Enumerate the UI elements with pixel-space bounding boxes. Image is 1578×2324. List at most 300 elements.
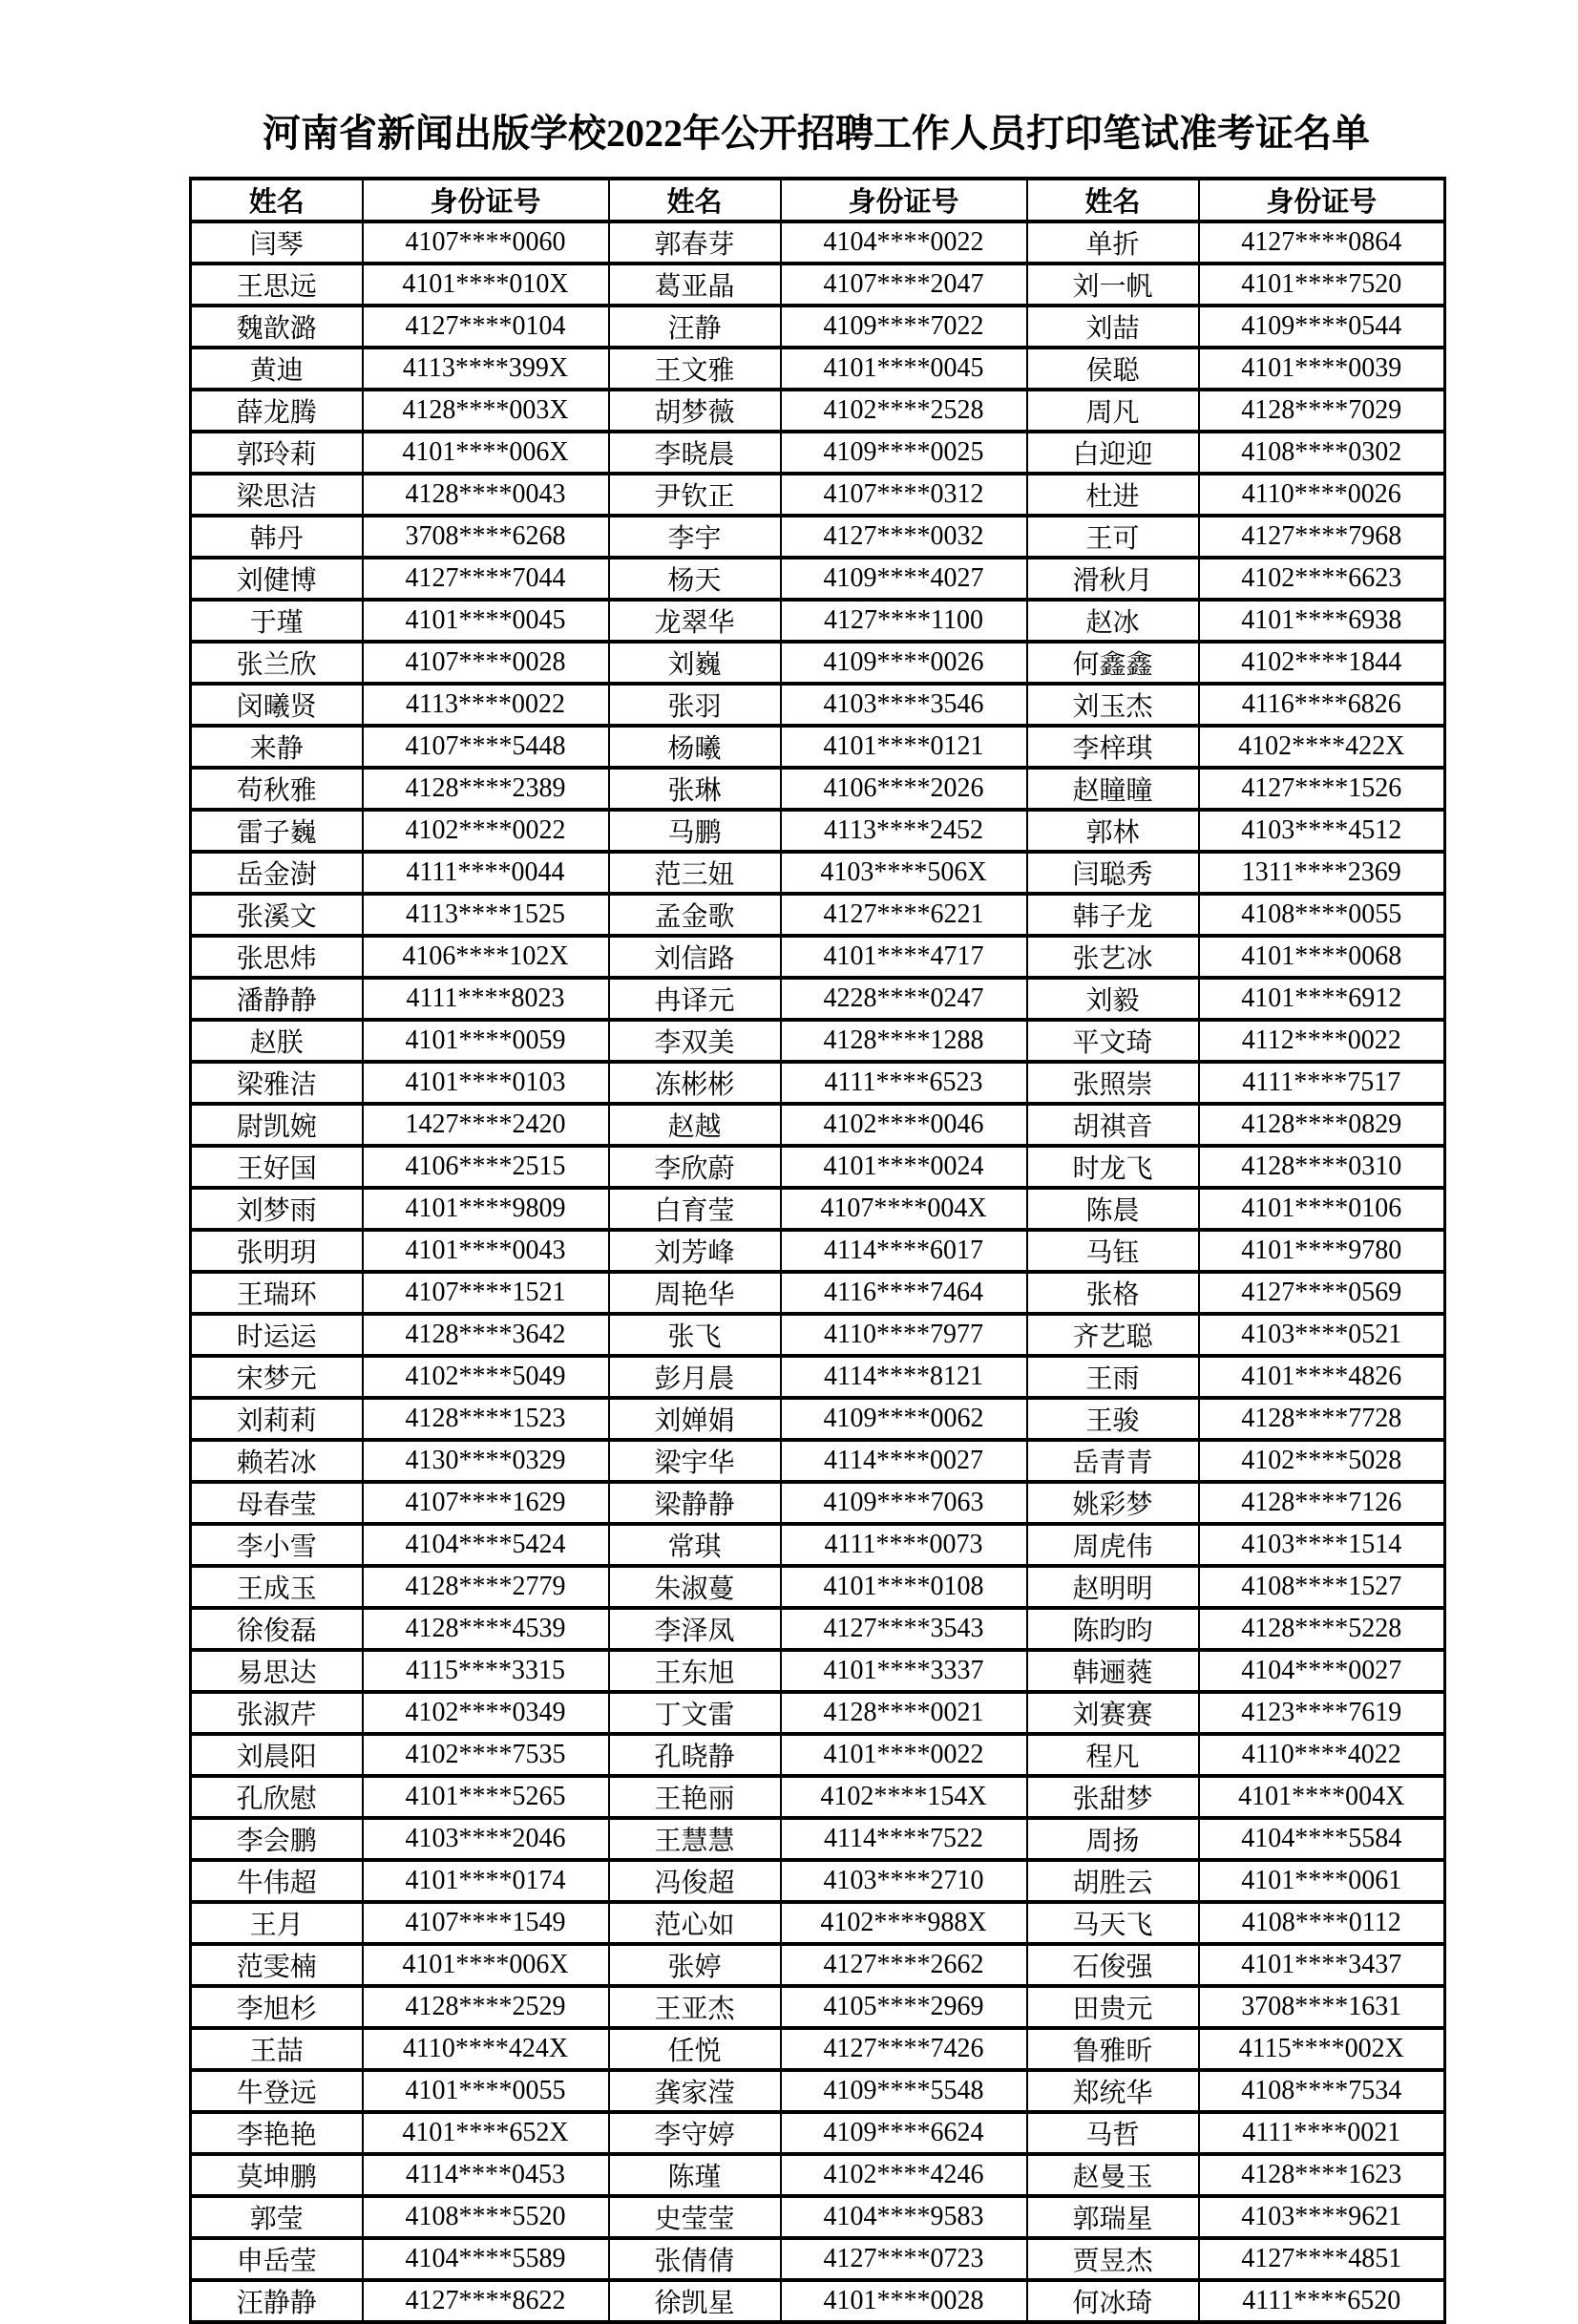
table-row <box>191 768 1445 810</box>
table-row <box>191 978 1445 1020</box>
id-cell: 4102****988X <box>781 1902 1027 1944</box>
id-cell: 4127****7044 <box>363 558 609 600</box>
id-cell: 4101****0022 <box>781 1734 1027 1776</box>
table-row <box>191 2028 1445 2070</box>
id-cell: 4107****004X <box>781 1188 1027 1230</box>
name-cell: 冯俊超 <box>609 1860 781 1902</box>
name-cell: 孔晓静 <box>609 1734 781 1776</box>
table-row <box>191 348 1445 390</box>
id-cell: 4106****2515 <box>363 1146 609 1188</box>
table-row <box>191 2238 1445 2280</box>
id-cell: 4101****4717 <box>781 936 1027 978</box>
name-cell: 赵越 <box>609 1104 781 1146</box>
id-cell: 4128****7126 <box>1199 1482 1445 1524</box>
id-cell: 4111****0044 <box>363 852 609 894</box>
table-row <box>191 642 1445 684</box>
header-cell-id: 身份证号 <box>781 179 1027 222</box>
table-row <box>191 1188 1445 1230</box>
id-cell: 4101****006X <box>363 1944 609 1986</box>
name-cell: 牛伟超 <box>191 1860 363 1902</box>
name-cell: 平文琦 <box>1027 1020 1199 1062</box>
id-cell: 4104****5584 <box>1199 1818 1445 1860</box>
id-cell: 4111****8023 <box>363 978 609 1020</box>
name-cell: 丁文雷 <box>609 1692 781 1734</box>
id-cell: 4102****0046 <box>781 1104 1027 1146</box>
id-cell: 4101****0045 <box>363 600 609 642</box>
name-cell: 梁思洁 <box>191 474 363 516</box>
id-cell: 4109****0025 <box>781 432 1027 474</box>
name-cell: 潘静静 <box>191 978 363 1020</box>
name-cell: 李宇 <box>609 516 781 558</box>
name-cell: 胡祺音 <box>1027 1104 1199 1146</box>
table-row <box>191 1776 1445 1818</box>
id-cell: 3708****6268 <box>363 516 609 558</box>
header-cell-id: 身份证号 <box>1199 179 1445 222</box>
id-cell: 4102****5028 <box>1199 1440 1445 1482</box>
name-cell: 史莹莹 <box>609 2196 781 2238</box>
name-cell: 莫坤鹏 <box>191 2154 363 2196</box>
name-cell: 郭春芽 <box>609 222 781 264</box>
name-cell: 白迎迎 <box>1027 432 1199 474</box>
name-cell: 郭林 <box>1027 810 1199 852</box>
id-cell: 4107****1549 <box>363 1902 609 1944</box>
table-row <box>191 2070 1445 2112</box>
id-cell: 4102****4246 <box>781 2154 1027 2196</box>
id-cell: 4111****0073 <box>781 1524 1027 1566</box>
name-cell: 王雨 <box>1027 1356 1199 1398</box>
name-cell: 胡胜云 <box>1027 1860 1199 1902</box>
id-cell: 4106****2026 <box>781 768 1027 810</box>
name-cell: 王骏 <box>1027 1398 1199 1440</box>
id-cell: 4114****0453 <box>363 2154 609 2196</box>
name-cell: 常琪 <box>609 1524 781 1566</box>
name-cell: 刘婵娟 <box>609 1398 781 1440</box>
id-cell: 4128****7728 <box>1199 1398 1445 1440</box>
name-cell: 雷子巍 <box>191 810 363 852</box>
id-cell: 4101****0045 <box>781 348 1027 390</box>
name-cell: 刘梦雨 <box>191 1188 363 1230</box>
id-cell: 4109****4027 <box>781 558 1027 600</box>
name-cell: 程凡 <box>1027 1734 1199 1776</box>
id-cell: 4128****2779 <box>363 1566 609 1608</box>
id-cell: 4108****0112 <box>1199 1902 1445 1944</box>
id-cell: 4107****0312 <box>781 474 1027 516</box>
table-row <box>191 1020 1445 1062</box>
name-cell: 单折 <box>1027 222 1199 264</box>
id-cell: 4101****006X <box>363 432 609 474</box>
table-row <box>191 852 1445 894</box>
id-cell: 4127****4851 <box>1199 2238 1445 2280</box>
name-cell: 岳金澍 <box>191 852 363 894</box>
id-cell: 4128****2529 <box>363 1986 609 2028</box>
name-cell: 宋梦元 <box>191 1356 363 1398</box>
name-cell: 龚家滢 <box>609 2070 781 2112</box>
id-cell: 4115****002X <box>1199 2028 1445 2070</box>
name-cell: 刘玉杰 <box>1027 684 1199 726</box>
name-cell: 郑统华 <box>1027 2070 1199 2112</box>
name-cell: 侯聪 <box>1027 348 1199 390</box>
id-cell: 4109****7022 <box>781 306 1027 348</box>
name-cell: 赵瞳瞳 <box>1027 768 1199 810</box>
name-cell: 陈瑾 <box>609 2154 781 2196</box>
id-cell: 4128****0043 <box>363 474 609 516</box>
id-cell: 4101****0043 <box>363 1230 609 1272</box>
id-cell: 4102****0349 <box>363 1692 609 1734</box>
name-cell: 李晓晨 <box>609 432 781 474</box>
name-cell: 周虎伟 <box>1027 1524 1199 1566</box>
name-cell: 黄迪 <box>191 348 363 390</box>
name-cell: 刘喆 <box>1027 306 1199 348</box>
id-cell: 4111****6523 <box>781 1062 1027 1104</box>
table-row <box>191 1482 1445 1524</box>
name-cell: 白育莹 <box>609 1188 781 1230</box>
id-cell: 4127****0569 <box>1199 1272 1445 1314</box>
name-cell: 冻彬彬 <box>609 1062 781 1104</box>
id-cell: 4113****0022 <box>363 684 609 726</box>
name-cell: 刘健博 <box>191 558 363 600</box>
id-cell: 4101****0061 <box>1199 1860 1445 1902</box>
id-cell: 4101****6938 <box>1199 600 1445 642</box>
name-cell: 梁静静 <box>609 1482 781 1524</box>
table-row <box>191 1692 1445 1734</box>
name-cell: 王喆 <box>191 2028 363 2070</box>
name-cell: 王亚杰 <box>609 1986 781 2028</box>
header-cell-id: 身份证号 <box>363 179 609 222</box>
name-cell: 闫琴 <box>191 222 363 264</box>
name-cell: 赵曼玉 <box>1027 2154 1199 2196</box>
id-cell: 4128****3642 <box>363 1314 609 1356</box>
name-cell: 王慧慧 <box>609 1818 781 1860</box>
table-row <box>191 1986 1445 2028</box>
id-cell: 4101****0039 <box>1199 348 1445 390</box>
name-cell: 王可 <box>1027 516 1199 558</box>
id-cell: 4108****5520 <box>363 2196 609 2238</box>
name-cell: 张羽 <box>609 684 781 726</box>
id-cell: 4104****0027 <box>1199 1650 1445 1692</box>
name-cell: 尉凯婉 <box>191 1104 363 1146</box>
table-row <box>191 1860 1445 1902</box>
id-cell: 4101****9780 <box>1199 1230 1445 1272</box>
name-cell: 李会鹏 <box>191 1818 363 1860</box>
id-cell: 4101****0174 <box>363 1860 609 1902</box>
table-row <box>191 1734 1445 1776</box>
id-cell: 4101****0103 <box>363 1062 609 1104</box>
table-row <box>191 1944 1445 1986</box>
name-cell: 杨曦 <box>609 726 781 768</box>
name-cell: 刘毅 <box>1027 978 1199 1020</box>
name-cell: 母春莹 <box>191 1482 363 1524</box>
id-cell: 4228****0247 <box>781 978 1027 1020</box>
name-cell: 韩丹 <box>191 516 363 558</box>
name-cell: 石俊强 <box>1027 1944 1199 1986</box>
id-cell: 4127****0104 <box>363 306 609 348</box>
table-row <box>191 2280 1445 2322</box>
id-cell: 4107****1629 <box>363 1482 609 1524</box>
name-cell: 李守婷 <box>609 2112 781 2154</box>
id-cell: 4104****9583 <box>781 2196 1027 2238</box>
name-cell: 孔欣慰 <box>191 1776 363 1818</box>
id-cell: 4128****0829 <box>1199 1104 1445 1146</box>
name-cell: 范三妞 <box>609 852 781 894</box>
name-cell: 来静 <box>191 726 363 768</box>
name-cell: 葛亚晶 <box>609 264 781 306</box>
name-cell: 赵冰 <box>1027 600 1199 642</box>
table-row <box>191 1524 1445 1566</box>
id-cell: 4102****0022 <box>363 810 609 852</box>
id-cell: 4101****3437 <box>1199 1944 1445 1986</box>
name-cell: 赵朕 <box>191 1020 363 1062</box>
table-row <box>191 1650 1445 1692</box>
id-cell: 4101****010X <box>363 264 609 306</box>
name-cell: 王好国 <box>191 1146 363 1188</box>
id-cell: 4101****0108 <box>781 1566 1027 1608</box>
name-cell: 李艳艳 <box>191 2112 363 2154</box>
table-row <box>191 936 1445 978</box>
name-cell: 李旭杉 <box>191 1986 363 2028</box>
id-cell: 4103****9621 <box>1199 2196 1445 2238</box>
name-cell: 时龙飞 <box>1027 1146 1199 1188</box>
table-row <box>191 810 1445 852</box>
name-cell: 冉译元 <box>609 978 781 1020</box>
table-row <box>191 1902 1445 1944</box>
id-cell: 4127****8622 <box>363 2280 609 2322</box>
name-cell: 张飞 <box>609 1314 781 1356</box>
id-cell: 4127****1526 <box>1199 768 1445 810</box>
id-cell: 4128****2389 <box>363 768 609 810</box>
table-row <box>191 1314 1445 1356</box>
id-cell: 4102****5049 <box>363 1356 609 1398</box>
id-cell: 4128****1288 <box>781 1020 1027 1062</box>
name-cell: 刘晨阳 <box>191 1734 363 1776</box>
id-cell: 4127****3543 <box>781 1608 1027 1650</box>
name-cell: 范心如 <box>609 1902 781 1944</box>
id-cell: 4123****7619 <box>1199 1692 1445 1734</box>
id-cell: 4114****8121 <box>781 1356 1027 1398</box>
table-row <box>191 222 1445 264</box>
id-cell: 4101****9809 <box>363 1188 609 1230</box>
table-row <box>191 1146 1445 1188</box>
name-cell: 刘赛赛 <box>1027 1692 1199 1734</box>
name-cell: 胡梦薇 <box>609 390 781 432</box>
id-cell: 4116****7464 <box>781 1272 1027 1314</box>
name-cell: 苟秋雅 <box>191 768 363 810</box>
id-cell: 4127****6221 <box>781 894 1027 936</box>
table-row <box>191 1398 1445 1440</box>
id-cell: 4114****6017 <box>781 1230 1027 1272</box>
id-cell: 4114****0027 <box>781 1440 1027 1482</box>
id-cell: 4105****2969 <box>781 1986 1027 2028</box>
id-cell: 4111****7517 <box>1199 1062 1445 1104</box>
name-cell: 赖若冰 <box>191 1440 363 1482</box>
id-cell: 4111****0021 <box>1199 2112 1445 2154</box>
header-cell-name: 姓名 <box>1027 179 1199 222</box>
name-cell: 于瑾 <box>191 600 363 642</box>
id-cell: 4104****5589 <box>363 2238 609 2280</box>
admission-list-table <box>189 177 1446 2324</box>
name-cell: 张甜梦 <box>1027 1776 1199 1818</box>
id-cell: 4103****0521 <box>1199 1314 1445 1356</box>
name-cell: 王月 <box>191 1902 363 1944</box>
id-cell: 4101****7520 <box>1199 264 1445 306</box>
id-cell: 4107****2047 <box>781 264 1027 306</box>
id-cell: 4112****0022 <box>1199 1020 1445 1062</box>
id-cell: 4102****422X <box>1199 726 1445 768</box>
id-cell: 4103****4512 <box>1199 810 1445 852</box>
name-cell: 张思炜 <box>191 936 363 978</box>
table-row <box>191 894 1445 936</box>
name-cell: 孟金歌 <box>609 894 781 936</box>
id-cell: 4127****7968 <box>1199 516 1445 558</box>
table-row <box>191 2112 1445 2154</box>
name-cell: 王瑞环 <box>191 1272 363 1314</box>
name-cell: 梁雅洁 <box>191 1062 363 1104</box>
table-header <box>191 179 1445 222</box>
id-cell: 4101****0106 <box>1199 1188 1445 1230</box>
id-cell: 4101****0121 <box>781 726 1027 768</box>
table-row <box>191 1104 1445 1146</box>
id-cell: 4101****0059 <box>363 1020 609 1062</box>
name-cell: 王成玉 <box>191 1566 363 1608</box>
name-cell: 齐艺聪 <box>1027 1314 1199 1356</box>
name-cell: 王东旭 <box>609 1650 781 1692</box>
table-row <box>191 306 1445 348</box>
name-cell: 魏歆潞 <box>191 306 363 348</box>
table-row <box>191 558 1445 600</box>
id-cell: 4103****2710 <box>781 1860 1027 1902</box>
header-cell-name: 姓名 <box>609 179 781 222</box>
name-cell: 牛登远 <box>191 2070 363 2112</box>
name-cell: 赵明明 <box>1027 1566 1199 1608</box>
table-row <box>191 2196 1445 2238</box>
name-cell: 贾昱杰 <box>1027 2238 1199 2280</box>
name-cell: 张溪文 <box>191 894 363 936</box>
header-cell-name: 姓名 <box>191 179 363 222</box>
name-cell: 王文雅 <box>609 348 781 390</box>
id-cell: 4107****5448 <box>363 726 609 768</box>
id-cell: 4108****0055 <box>1199 894 1445 936</box>
id-cell: 4128****0310 <box>1199 1146 1445 1188</box>
name-cell: 张琳 <box>609 768 781 810</box>
id-cell: 4127****0032 <box>781 516 1027 558</box>
name-cell: 李欣蔚 <box>609 1146 781 1188</box>
id-cell: 4103****3546 <box>781 684 1027 726</box>
table-row <box>191 1608 1445 1650</box>
name-cell: 周艳华 <box>609 1272 781 1314</box>
id-cell: 4108****0302 <box>1199 432 1445 474</box>
table-row <box>191 1566 1445 1608</box>
name-cell: 易思达 <box>191 1650 363 1692</box>
table-row <box>191 264 1445 306</box>
table-row <box>191 474 1445 516</box>
id-cell: 4110****7977 <box>781 1314 1027 1356</box>
id-cell: 4127****2662 <box>781 1944 1027 1986</box>
id-cell: 4128****1623 <box>1199 2154 1445 2196</box>
name-cell: 任悦 <box>609 2028 781 2070</box>
name-cell: 岳青青 <box>1027 1440 1199 1482</box>
id-cell: 4113****2452 <box>781 810 1027 852</box>
name-cell: 龙翠华 <box>609 600 781 642</box>
id-cell: 4101****0024 <box>781 1146 1027 1188</box>
name-cell: 张兰欣 <box>191 642 363 684</box>
name-cell: 薛龙腾 <box>191 390 363 432</box>
name-cell: 徐凯星 <box>609 2280 781 2322</box>
id-cell: 4109****6624 <box>781 2112 1027 2154</box>
name-cell: 田贵元 <box>1027 1986 1199 2028</box>
id-cell: 4128****1523 <box>363 1398 609 1440</box>
name-cell: 时运运 <box>191 1314 363 1356</box>
name-cell: 郭瑞星 <box>1027 2196 1199 2238</box>
id-cell: 4107****0060 <box>363 222 609 264</box>
id-cell: 4113****399X <box>363 348 609 390</box>
id-cell: 4102****6623 <box>1199 558 1445 600</box>
table-row <box>191 600 1445 642</box>
id-cell: 4128****5228 <box>1199 1608 1445 1650</box>
name-cell: 彭月晨 <box>609 1356 781 1398</box>
id-cell: 4101****0068 <box>1199 936 1445 978</box>
name-cell: 闫聪秀 <box>1027 852 1199 894</box>
id-cell: 1311****2369 <box>1199 852 1445 894</box>
name-cell: 张倩倩 <box>609 2238 781 2280</box>
id-cell: 4109****0062 <box>781 1398 1027 1440</box>
name-cell: 鲁雅昕 <box>1027 2028 1199 2070</box>
name-cell: 李双美 <box>609 1020 781 1062</box>
id-cell: 4127****0723 <box>781 2238 1027 2280</box>
id-cell: 4106****102X <box>363 936 609 978</box>
id-cell: 4127****0864 <box>1199 222 1445 264</box>
id-cell: 4102****2528 <box>781 390 1027 432</box>
id-cell: 4114****7522 <box>781 1818 1027 1860</box>
name-cell: 范雯楠 <box>191 1944 363 1986</box>
name-cell: 张照崇 <box>1027 1062 1199 1104</box>
name-cell: 闵曦贤 <box>191 684 363 726</box>
name-cell: 刘莉莉 <box>191 1398 363 1440</box>
name-cell: 滑秋月 <box>1027 558 1199 600</box>
name-cell: 张明玥 <box>191 1230 363 1272</box>
id-cell: 4108****7534 <box>1199 2070 1445 2112</box>
id-cell: 4101****6912 <box>1199 978 1445 1020</box>
id-cell: 4108****1527 <box>1199 1566 1445 1608</box>
id-cell: 4109****0026 <box>781 642 1027 684</box>
name-cell: 刘巍 <box>609 642 781 684</box>
page-title: 河南省新闻出版学校2022年公开招聘工作人员打印笔试准考证名单 <box>263 112 1370 155</box>
id-cell: 4103****506X <box>781 852 1027 894</box>
name-cell: 郭玲莉 <box>191 432 363 474</box>
id-cell: 4127****1100 <box>781 600 1027 642</box>
id-cell: 4109****5548 <box>781 2070 1027 2112</box>
name-cell: 李梓琪 <box>1027 726 1199 768</box>
id-cell: 4103****1514 <box>1199 1524 1445 1566</box>
table-header-row <box>191 179 1445 222</box>
name-cell: 王艳丽 <box>609 1776 781 1818</box>
table-row <box>191 390 1445 432</box>
id-cell: 4130****0329 <box>363 1440 609 1482</box>
id-cell: 4102****154X <box>781 1776 1027 1818</box>
id-cell: 1427****2420 <box>363 1104 609 1146</box>
name-cell: 杜进 <box>1027 474 1199 516</box>
id-cell: 4104****5424 <box>363 1524 609 1566</box>
name-cell: 周凡 <box>1027 390 1199 432</box>
table-row <box>191 726 1445 768</box>
name-cell: 马钰 <box>1027 1230 1199 1272</box>
name-cell: 马鹏 <box>609 810 781 852</box>
name-cell: 韩逦蕤 <box>1027 1650 1199 1692</box>
name-cell: 何冰琦 <box>1027 2280 1199 2322</box>
table-row <box>191 684 1445 726</box>
id-cell: 3708****1631 <box>1199 1986 1445 2028</box>
table-row <box>191 1818 1445 1860</box>
name-cell: 张婷 <box>609 1944 781 1986</box>
name-cell: 周扬 <box>1027 1818 1199 1860</box>
